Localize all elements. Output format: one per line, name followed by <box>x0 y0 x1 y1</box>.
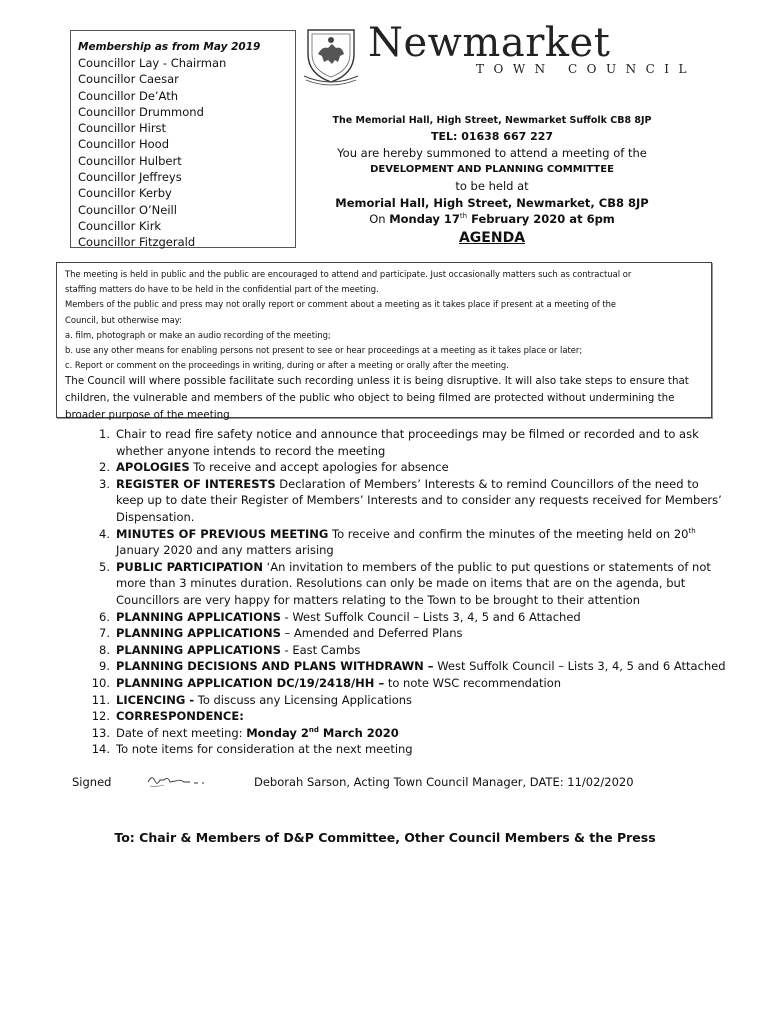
notice-line: b. use any other means for enabling persons not present to see or hear proceedings at a meeting as it takes place or later; <box>65 345 583 356</box>
next-meeting-date-suffix: nd <box>308 725 319 734</box>
agenda-item-text: - East Cambs <box>280 642 361 657</box>
agenda-item <box>86 692 726 709</box>
meeting-date-day: Monday 17 <box>389 212 460 226</box>
agenda-item-number: 12. <box>91 709 110 724</box>
agenda-item-text: West Suffolk Council – Lists 3, 4, 5 and 6 Attached <box>433 659 726 674</box>
agenda-item-text: Date of next meeting: <box>116 725 247 740</box>
agenda-item <box>86 642 726 659</box>
meeting-date <box>300 211 684 228</box>
meeting-venue: Memorial Hall, High Street, Newmarket, CB8 8JP <box>335 195 649 210</box>
agenda-item-number: 2. <box>99 460 110 475</box>
agenda-item <box>86 658 726 675</box>
agenda-item-text: to note WSC recommendation <box>384 675 562 690</box>
agenda-item-text-cont: January 2020 and any matters arising <box>116 543 334 558</box>
agenda-item-number: 10. <box>91 675 110 690</box>
agenda-item-suffix: th <box>688 526 696 535</box>
agenda-item-heading: PLANNING APPLICATIONS <box>116 626 281 641</box>
meeting-header <box>300 113 684 248</box>
notice-line: Council, but otherwise may: <box>65 314 182 325</box>
agenda-item <box>86 708 726 725</box>
agenda-item <box>86 526 726 559</box>
agenda-item-heading: MINUTES OF PREVIOUS MEETING <box>116 526 329 541</box>
logo-subtitle: TOWN COUNCIL <box>476 62 697 76</box>
agenda-item-text: Chair to read fire safety notice and announce that proceedings may be filmed or recorded and to ask whether anyone intends to record the meeting <box>116 427 699 458</box>
agenda-item-text: - West Suffolk Council – Lists 3, 4, 5 and 6 Attached <box>280 609 581 624</box>
meeting-date-prefix: On <box>369 212 390 226</box>
member-item: Councillor O’Neill <box>78 202 177 217</box>
member-item: Councillor Fitzgerald <box>78 235 196 250</box>
member-item: Councillor Jeffreys <box>78 170 182 185</box>
notice-line: c. Report or comment on the proceedings in writing, during or after a meeting or orally after the meeting. <box>65 360 509 371</box>
crest-icon <box>302 24 360 86</box>
agenda-item <box>86 609 726 626</box>
agenda-item-heading: PUBLIC PARTICIPATION <box>116 559 263 574</box>
agenda-item-heading: LICENCING - <box>116 692 195 707</box>
held-at-text: to be held at <box>455 179 529 193</box>
member-item: Councillor Lay - Chairman <box>78 56 227 70</box>
agenda-item-number: 11. <box>91 692 110 707</box>
agenda-item-text: Declaration of Members’ Interests & to remind Councillors of the need to keep up to date their Register of Members’ Interests and to consider any requests received for Members’ Dispensation. <box>116 476 722 524</box>
agenda-item-heading: PLANNING APPLICATIONS <box>116 609 281 624</box>
member-item: Councillor Hirst <box>78 121 167 136</box>
signature-image <box>146 772 216 790</box>
member-item: Councillor Caesar <box>78 72 179 87</box>
notice-line: Members of the public and press may not orally report or comment about a meeting as it takes place if present at a meeting of the <box>65 299 617 310</box>
notice-closing-line: The Council will where possible facilitate such recording unless it is being disruptive. It will also take steps to ensure that <box>65 375 689 388</box>
membership-title: Membership as from May 2019 <box>78 41 261 53</box>
agenda-item <box>86 559 726 609</box>
council-address: The Memorial Hall, High Street, Newmarket Suffolk CB8 8JP <box>332 115 652 126</box>
notice-line: The meeting is held in public and the public are encouraged to attend and participate. Just occasionally matters such as contractual or <box>65 269 632 279</box>
agenda-item-heading: PLANNING DECISIONS AND PLANS WITHDRAWN – <box>116 659 434 674</box>
council-telephone: TEL: 01638 667 227 <box>430 130 554 143</box>
meeting-date-suffix: th <box>459 212 468 221</box>
member-item: Councillor De’Ath <box>78 88 179 103</box>
agenda-item-text: To receive and accept apologies for absence <box>189 460 449 475</box>
member-item: Councillor Kirk <box>78 218 162 233</box>
agenda-item-number: 1. <box>99 427 110 441</box>
public-notice-box <box>56 262 712 422</box>
agenda-item <box>86 725 726 742</box>
agenda-item-number: 4. <box>99 526 110 541</box>
member-item: Councillor Kerby <box>78 186 172 201</box>
agenda-item <box>86 675 726 692</box>
agenda-item-number: 14. <box>91 742 110 757</box>
agenda-item <box>86 476 726 526</box>
agenda-item-text: To note items for consideration at the next meeting <box>116 742 413 757</box>
notice-line: staffing matters do have to be held in the confidential part of the meeting. <box>65 284 379 295</box>
distribution-line: To: Chair & Members of D&P Committee, Other Council Members & the Press <box>114 830 656 845</box>
agenda-item-number: 13. <box>91 725 110 740</box>
member-item: Councillor Hulbert <box>78 153 182 168</box>
next-meeting-date-rest: March 2020 <box>318 725 399 740</box>
agenda-list <box>86 426 726 758</box>
signer-details: Deborah Sarson, Acting Town Council Manager, DATE: 11/02/2020 <box>254 775 634 789</box>
agenda-item-number: 8. <box>99 642 110 657</box>
logo-name: Newmarket <box>368 20 611 66</box>
agenda-item-heading: PLANNING APPLICATIONS <box>116 642 281 657</box>
member-list <box>78 55 295 251</box>
notice-line: a. film, photograph or make an audio recording of the meeting; <box>65 329 331 340</box>
committee-name: DEVELOPMENT AND PLANNING COMMITTEE <box>370 163 614 175</box>
agenda-item <box>86 426 726 459</box>
agenda-item-heading: PLANNING APPLICATION DC/19/2418/HH – <box>116 675 385 690</box>
member-item: Councillor Drummond <box>78 104 204 119</box>
agenda-item-number: 7. <box>99 626 110 641</box>
agenda-item-heading: REGISTER OF INTERESTS <box>116 476 276 491</box>
membership-box <box>70 30 296 248</box>
agenda-item-number: 5. <box>99 559 110 574</box>
agenda-title: AGENDA <box>458 229 526 246</box>
agenda-item-number: 6. <box>99 609 110 624</box>
agenda-item <box>86 741 726 758</box>
summons-text: You are hereby summoned to attend a meeting of the <box>337 146 647 160</box>
agenda-item-text: – Amended and Deferred Plans <box>280 626 463 641</box>
member-item: Councillor Hood <box>78 137 169 152</box>
agenda-item-heading: APOLOGIES <box>116 460 190 475</box>
agenda-item-heading: CORRESPONDENCE: <box>116 709 244 724</box>
signed-label: Signed <box>72 775 112 789</box>
agenda-item <box>86 459 726 476</box>
meeting-date-rest: February 2020 at 6pm <box>467 212 615 226</box>
agenda-item <box>86 625 726 642</box>
agenda-item-text: To receive and confirm the minutes of the meeting held on 20 <box>328 526 689 541</box>
agenda-item-number: 9. <box>99 659 110 674</box>
agenda-item-text: To discuss any Licensing Applications <box>194 692 413 707</box>
notice-closing-line: children, the vulnerable and members of the public who object to being filmed are protected without undermining the <box>65 392 675 405</box>
agenda-item-text: ‘An invitation to members of the public to put questions or statements of not more than 3 minutes duration. Resolutions can only be made on items that are on the agenda, but Councillors are very happy for matters relating to the Town to be brought to their attention <box>116 559 711 607</box>
notice-closing-line: broader purpose of the meeting <box>65 409 230 422</box>
next-meeting-date: Monday 2 <box>246 725 309 740</box>
agenda-item-number: 3. <box>99 476 110 491</box>
